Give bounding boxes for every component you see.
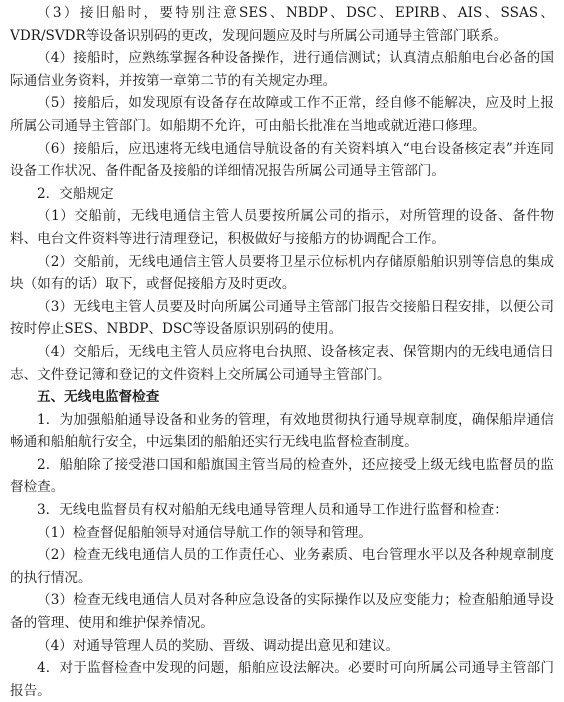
paragraph-check-personnel: （2）检查无线电通信人员的工作责任心、业务素质、电台管理水平以及各种规章制度的执行情况。 (10, 547, 554, 586)
section-title-handover-rules: 2．交船规定 (37, 185, 114, 202)
paragraph-take-over-old-ship-id-codes: （3）接旧船时，要特别注意SES、NBDP、DSC、EPIRB、AIS、SSAS、VDR/SVDR等设备识别码的更改，发现问题应及时与所属公司通导主管部门联系。 (10, 5, 554, 44)
paragraph-handover-beacon-chip: （2）交船前，无线电通信主管人员要将卫星示位标机内存储原船舶识别等信息的集成块（如有的话）取下，或督促接船方及时更改。 (10, 253, 554, 293)
paragraph-handover-schedule-report: （3）无线电主管人员要及时向所属公司通导主管部门报告交接船日程安排，以便公司按时停止SES、NBDP、DSC等设备原识别码的使用。 (10, 298, 554, 338)
paragraph-rewards-suggestions: （4）对通导管理人员的奖励、晋级、调动提出意见和建议。 (37, 637, 400, 654)
heading-radio-supervision: 五、无线电监督检查 (37, 389, 160, 406)
paragraph-check-leadership: （1）检查督促船舶领导对通信导航工作的领导和管理。 (37, 524, 372, 541)
paragraph-handover-inventory: （1）交船前，无线电通信主管人员要按所属公司的指示，对所管理的设备、备件物料、电台文件资料等进行清理登记，积极做好与接船方的协调配合工作。 (10, 208, 554, 247)
paragraph-supervisor-authority: 3．无线电监督员有权对船舶无线电通导管理人员和通导工作进行监督和检查： (37, 502, 508, 519)
paragraph-take-over-equipment-form: （6）接船后，应迅速将无线电通信导航设备的有关资料填入“电台设备核定表”并连同设备工作状况、备件配备及接船的详细情况报告所属公司通导主管部门。 (10, 140, 554, 180)
paragraph-check-emergency-ops: （3）检查无线电通信人员对各种应急设备的实际操作以及应变能力；检查船舶通导设备的管理、使用和维护保养情况。 (10, 592, 554, 632)
paragraph-handover-documents: （4）交船后，无线电主管人员应将电台执照、设备核定表、保管期内的无线电通信日志、文件登记簿和登记的文件资料上交所属公司通导主管部门。 (10, 343, 554, 383)
paragraph-supervision-purpose: 1．为加强船舶通导设备和业务的管理，有效地贯彻执行通导规章制度，确保船岸通信畅通和船舶航行安全，中远集团的船舶还实行无线电监督检查制度。 (10, 411, 554, 451)
paragraph-problem-resolution: 4．对于监督检查中发现的问题，船舶应设法解决。必要时可向所属公司通导主管部门报告。 (10, 660, 554, 699)
paragraph-take-over-equipment-operation: （4）接船时，应熟练掌握各种设备操作，进行通信测试；认真清点船舶电台必备的国际通信业务资料，并按第一章第二节的有关规定办理。 (10, 50, 554, 89)
paragraph-supervision-inspections: 2．船舶除了接受港口国和船旗国主管当局的检查外，还应接受上级无线电监督员的监督检查。 (10, 456, 554, 496)
paragraph-take-over-fault-report: （5）接船后，如发现原有设备存在故障或工作不正常，经自修不能解决，应及时上报所属公司通导主管部门。如船期不允许，可由船长批准在当地或就近港口修理。 (10, 95, 554, 134)
